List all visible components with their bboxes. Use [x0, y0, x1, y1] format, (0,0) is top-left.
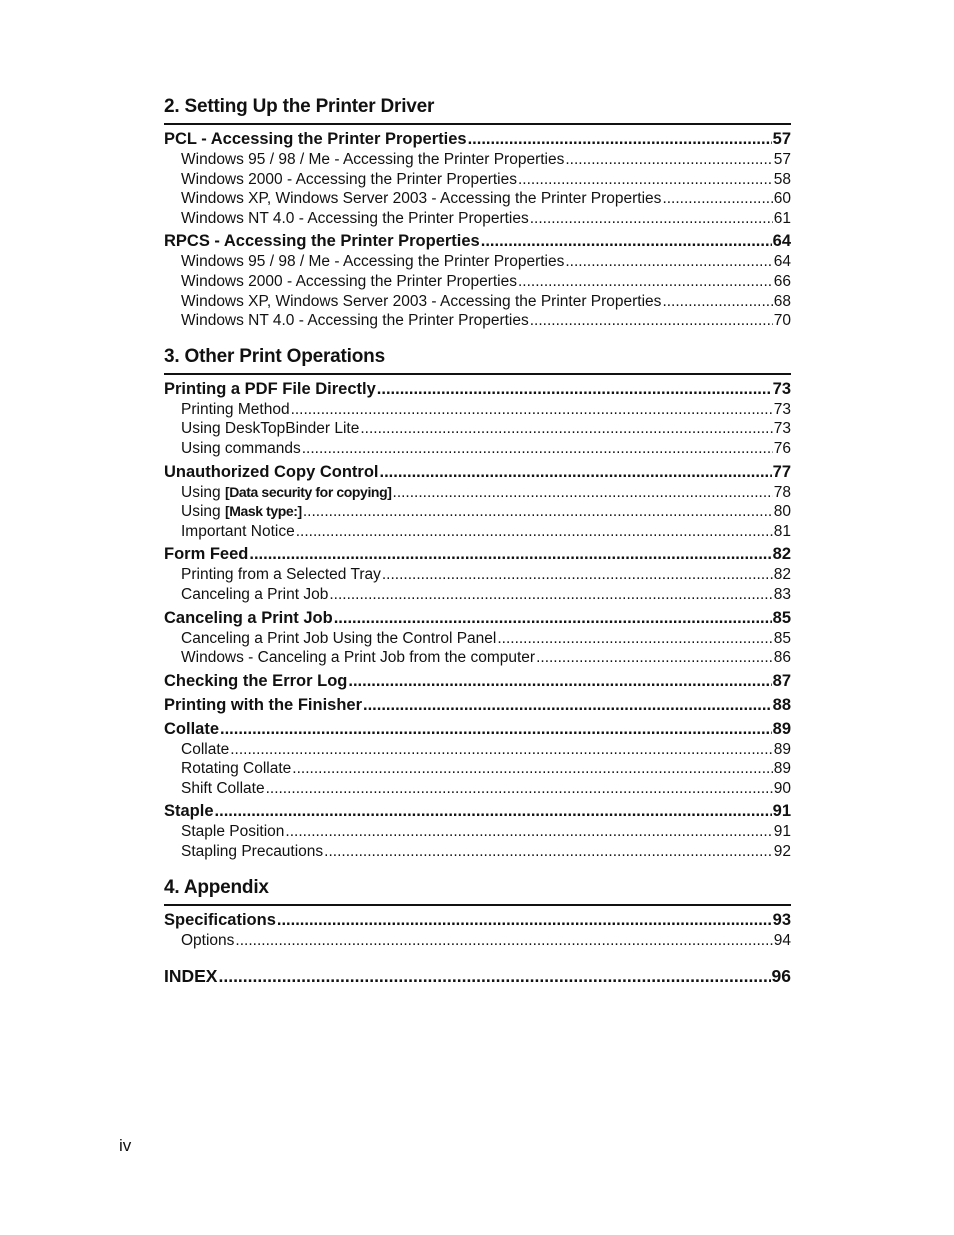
toc-entry-text: Using commands: [181, 439, 301, 457]
toc-entry-text: PCL - Accessing the Printer Properties: [164, 130, 467, 148]
toc-page-number: 96: [771, 966, 791, 987]
toc-sub-entry[interactable]: [164, 502, 791, 522]
toc-page-number: 61: [773, 209, 791, 227]
toc-entry-text: Staple Position: [181, 823, 285, 841]
toc-sub-entry[interactable]: [164, 272, 791, 292]
chapter-section: [164, 876, 791, 951]
dot-leader: [393, 483, 773, 503]
toc-sub-entry[interactable]: [164, 170, 791, 190]
toc-group: [164, 801, 791, 861]
dot-leader: [379, 462, 771, 483]
toc-group: [164, 695, 791, 716]
toc-page-number: 89: [773, 760, 791, 778]
toc-entry-label: [164, 462, 378, 483]
chapter-title: 4. Appendix: [164, 876, 791, 906]
toc-entry-text: Specifications: [164, 910, 276, 929]
toc-sub-entry[interactable]: [164, 759, 791, 779]
toc-page-number: 58: [773, 170, 791, 188]
dot-leader: [302, 439, 773, 459]
toc-page-number: 87: [772, 671, 791, 690]
dot-leader: [518, 272, 773, 292]
toc-page-number: 78: [773, 483, 791, 501]
toc-entry-label: [181, 292, 661, 312]
toc-entry-label: [181, 629, 496, 649]
toc-page-number: 90: [773, 779, 791, 797]
toc-page-number: 94: [773, 931, 791, 949]
toc-entry-text: Collate: [181, 740, 230, 758]
dot-leader: [348, 671, 771, 692]
toc-entry-text: Windows - Canceling a Print Job from the computer: [181, 649, 536, 667]
toc-main-entry[interactable]: [164, 544, 791, 565]
toc-page-number: 82: [772, 545, 791, 564]
toc-entry-label: [181, 740, 229, 760]
toc-entry-label: [164, 671, 347, 692]
toc-entry-text: Printing from a Selected Tray: [181, 566, 381, 584]
toc-main-entry[interactable]: [164, 695, 791, 716]
toc-entry-label: [181, 439, 301, 459]
toc-entry-text: Stapling Precautions: [181, 843, 324, 861]
toc-entry-text: Checking the Error Log: [164, 671, 348, 690]
dot-leader: [230, 740, 773, 760]
dot-leader: [377, 379, 772, 400]
toc-main-entry[interactable]: [164, 231, 791, 252]
toc-entry-label: [164, 719, 219, 740]
toc-entry-label: [164, 129, 467, 150]
toc-entry-label: [181, 272, 517, 292]
toc-entry-label: [164, 695, 362, 716]
toc-sub-entry[interactable]: [164, 842, 791, 862]
toc-entry-label: [164, 801, 214, 822]
toc-entry-label: [181, 842, 323, 862]
toc-entry-text: Canceling a Print Job: [164, 608, 333, 627]
chapter-section: [164, 345, 791, 862]
toc-entry-text: Windows XP, Windows Server 2003 - Accessing the Printer Properties: [181, 190, 662, 208]
toc-page-number: 89: [773, 740, 791, 758]
toc-group: [164, 671, 791, 692]
toc-main-entry[interactable]: [164, 910, 791, 931]
toc-group: [164, 544, 791, 604]
toc-entry-text: Windows NT 4.0 - Accessing the Printer Properties: [181, 312, 529, 330]
toc-page-number: 86: [773, 649, 791, 667]
toc-entry-text: Printing Method: [181, 400, 290, 418]
chapter-section: [164, 95, 791, 331]
toc-group: [164, 608, 791, 668]
toc-page-number: 57: [773, 151, 791, 168]
toc-index-entry[interactable]: [164, 964, 791, 988]
dot-leader: [565, 252, 772, 272]
toc-entry-label: [164, 231, 480, 252]
toc-main-entry[interactable]: [164, 801, 791, 822]
toc-page-number: 85: [773, 629, 791, 647]
dot-leader: [285, 822, 772, 842]
toc-page-number: 76: [773, 439, 791, 457]
toc-entry-text: RPCS - Accessing the Printer Properties: [164, 232, 480, 251]
toc-sub-entry[interactable]: [164, 419, 791, 439]
toc-sub-entry[interactable]: [164, 931, 791, 951]
toc-entry-text: Using: [181, 483, 225, 501]
toc-page-number: 70: [773, 312, 791, 330]
toc-entry-text: Shift Collate: [181, 779, 265, 797]
toc-sub-entry[interactable]: [164, 522, 791, 542]
toc-sub-entry[interactable]: [164, 189, 791, 209]
toc-entry-label: [181, 189, 661, 209]
toc-page-number: 77: [772, 462, 791, 481]
toc-main-entry[interactable]: [164, 719, 791, 740]
toc-page-number: 92: [773, 843, 791, 861]
dot-leader: [220, 719, 772, 740]
chapter-title: 3. Other Print Operations: [164, 345, 791, 375]
toc-group: [164, 129, 791, 228]
dot-leader: [530, 209, 773, 229]
dot-leader: [363, 695, 772, 716]
toc-page-number: 73: [773, 420, 791, 438]
chapter-title: 2. Setting Up the Printer Driver: [164, 95, 791, 125]
toc-sub-entry[interactable]: [164, 822, 791, 842]
dot-leader: [382, 565, 773, 585]
toc-entry-text: Canceling a Print Job Using the Control Panel: [181, 629, 497, 647]
toc-page-number: 64: [772, 232, 791, 251]
dot-leader: [277, 910, 772, 931]
toc-entry-text: Unauthorized Copy Control: [164, 462, 379, 481]
toc-entry-label: [181, 648, 535, 668]
toc-page-number: 91: [773, 823, 791, 841]
dot-leader: [291, 400, 773, 420]
toc-page-number: 91: [772, 802, 791, 821]
dot-leader: [497, 629, 772, 649]
toc-sub-entry[interactable]: [164, 400, 791, 420]
toc-sub-entry[interactable]: [164, 629, 791, 649]
dot-leader: [530, 311, 773, 331]
toc-entry-text: Options: [181, 931, 235, 949]
toc-page-number: 89: [772, 719, 791, 738]
toc-sub-entry[interactable]: [164, 740, 791, 760]
toc-entry-label: [181, 585, 328, 605]
toc-page-number: 60: [773, 190, 791, 208]
toc-entry-text: Rotating Collate: [181, 760, 292, 778]
toc-entry-label: [181, 150, 564, 170]
toc-sub-entry[interactable]: [164, 585, 791, 605]
toc-sub-entry[interactable]: [164, 439, 791, 459]
toc-entry-label: [181, 483, 392, 503]
toc-entry-text: Windows 2000 - Accessing the Printer Properties: [181, 170, 517, 188]
table-of-contents: [164, 95, 791, 988]
dot-leader: [662, 292, 772, 312]
toc-entry-label: INDEX: [164, 966, 218, 987]
toc-page-number: 81: [773, 522, 791, 540]
dot-leader: [481, 231, 772, 252]
toc-main-entry[interactable]: [164, 379, 791, 400]
dot-leader: [296, 522, 773, 542]
toc-entry-label: [181, 311, 529, 331]
dot-leader: [235, 931, 772, 951]
toc-entry-label: [181, 522, 295, 542]
toc-group: [164, 379, 791, 459]
toc-entry-text: Using DeskTopBinder Lite: [181, 420, 360, 438]
toc-page-number: 88: [772, 695, 791, 714]
toc-page-number: 80: [773, 503, 791, 521]
chapter-list: [164, 95, 791, 950]
toc-entry-label: [164, 910, 276, 931]
toc-entry-ui-term: [Mask type:]: [224, 503, 302, 520]
toc-sub-entry[interactable]: [164, 483, 791, 503]
dot-leader: [303, 502, 773, 522]
toc-main-entry[interactable]: [164, 608, 791, 629]
dot-leader: [536, 648, 773, 668]
toc-entry-text: Canceling a Print Job: [181, 585, 329, 603]
toc-entry-text: Windows 95 / 98 / Me - Accessing the Printer Properties: [181, 253, 565, 271]
toc-entry-text: Printing with the Finisher: [164, 695, 362, 714]
toc-sub-entry[interactable]: [164, 252, 791, 272]
toc-entry-label: [181, 759, 291, 779]
dot-leader: [215, 801, 772, 822]
toc-page-number: 66: [773, 272, 791, 290]
toc-group: [164, 719, 791, 799]
dot-leader: [468, 129, 772, 150]
toc-page-number: 64: [773, 253, 791, 271]
dot-leader: [360, 419, 772, 439]
toc-sub-entry[interactable]: [164, 648, 791, 668]
toc-page-number: 57: [772, 130, 791, 148]
toc-page-number: 73: [772, 379, 791, 398]
dot-leader: [518, 170, 773, 190]
toc-entry-text: Using: [181, 503, 225, 521]
toc-page-number: 73: [773, 400, 791, 418]
toc-main-entry[interactable]: [164, 462, 791, 483]
toc-sub-entry[interactable]: [164, 565, 791, 585]
toc-sub-entry[interactable]: [164, 292, 791, 312]
toc-entry-label: [181, 170, 517, 190]
toc-entry-text: Windows XP, Windows Server 2003 - Accessing the Printer Properties: [181, 292, 662, 310]
toc-entry-label: [164, 379, 376, 400]
toc-sub-entry[interactable]: [164, 150, 791, 170]
dot-leader: [334, 608, 772, 629]
toc-entry-label: [181, 252, 564, 272]
toc-page-number: 85: [772, 608, 791, 627]
toc-entry-label: [181, 419, 359, 439]
toc-entry-ui-term: [Data security for copying]: [224, 483, 392, 500]
toc-group: [164, 231, 791, 330]
toc-entry-text: Important Notice: [181, 522, 295, 540]
toc-page-number: 83: [773, 585, 791, 603]
toc-entry-text: Collate: [164, 719, 220, 738]
dot-leader: [324, 842, 773, 862]
toc-entry-text: Windows 95 / 98 / Me - Accessing the Printer Properties: [181, 151, 565, 168]
page-folio: iv: [119, 1136, 132, 1155]
dot-leader: [218, 964, 770, 988]
dot-leader: [329, 585, 772, 605]
toc-page-number: 82: [773, 566, 791, 584]
toc-group: [164, 910, 791, 951]
dot-leader: [565, 150, 772, 170]
toc-entry-label: [181, 400, 290, 420]
toc-entry-label: [164, 544, 248, 565]
toc-page-number: 68: [773, 292, 791, 310]
toc-entry-text: Windows NT 4.0 - Accessing the Printer Properties: [181, 209, 529, 227]
toc-main-entry[interactable]: [164, 129, 791, 150]
toc-sub-entry[interactable]: [164, 311, 791, 331]
toc-entry-label: [181, 822, 284, 842]
dot-leader: [292, 759, 772, 779]
dot-leader: [266, 779, 773, 799]
toc-entry-text: Form Feed: [164, 545, 249, 564]
toc-entry-label: [164, 608, 333, 629]
toc-sub-entry[interactable]: [164, 209, 791, 229]
toc-entry-text: Windows 2000 - Accessing the Printer Properties: [181, 272, 517, 290]
toc-sub-entry[interactable]: [164, 779, 791, 799]
toc-entry-label: [181, 502, 302, 522]
toc-entry-label: [181, 779, 265, 799]
toc-entry-label: [181, 931, 234, 951]
toc-entry-text: Printing a PDF File Directly: [164, 379, 376, 398]
toc-entry-text: Staple: [164, 802, 214, 821]
toc-group: [164, 462, 791, 542]
toc-entry-label: [181, 209, 529, 229]
toc-entry-label: [181, 565, 381, 585]
dot-leader: [662, 189, 772, 209]
toc-main-entry[interactable]: [164, 671, 791, 692]
dot-leader: [249, 544, 771, 565]
toc-page-number: 93: [772, 910, 791, 929]
